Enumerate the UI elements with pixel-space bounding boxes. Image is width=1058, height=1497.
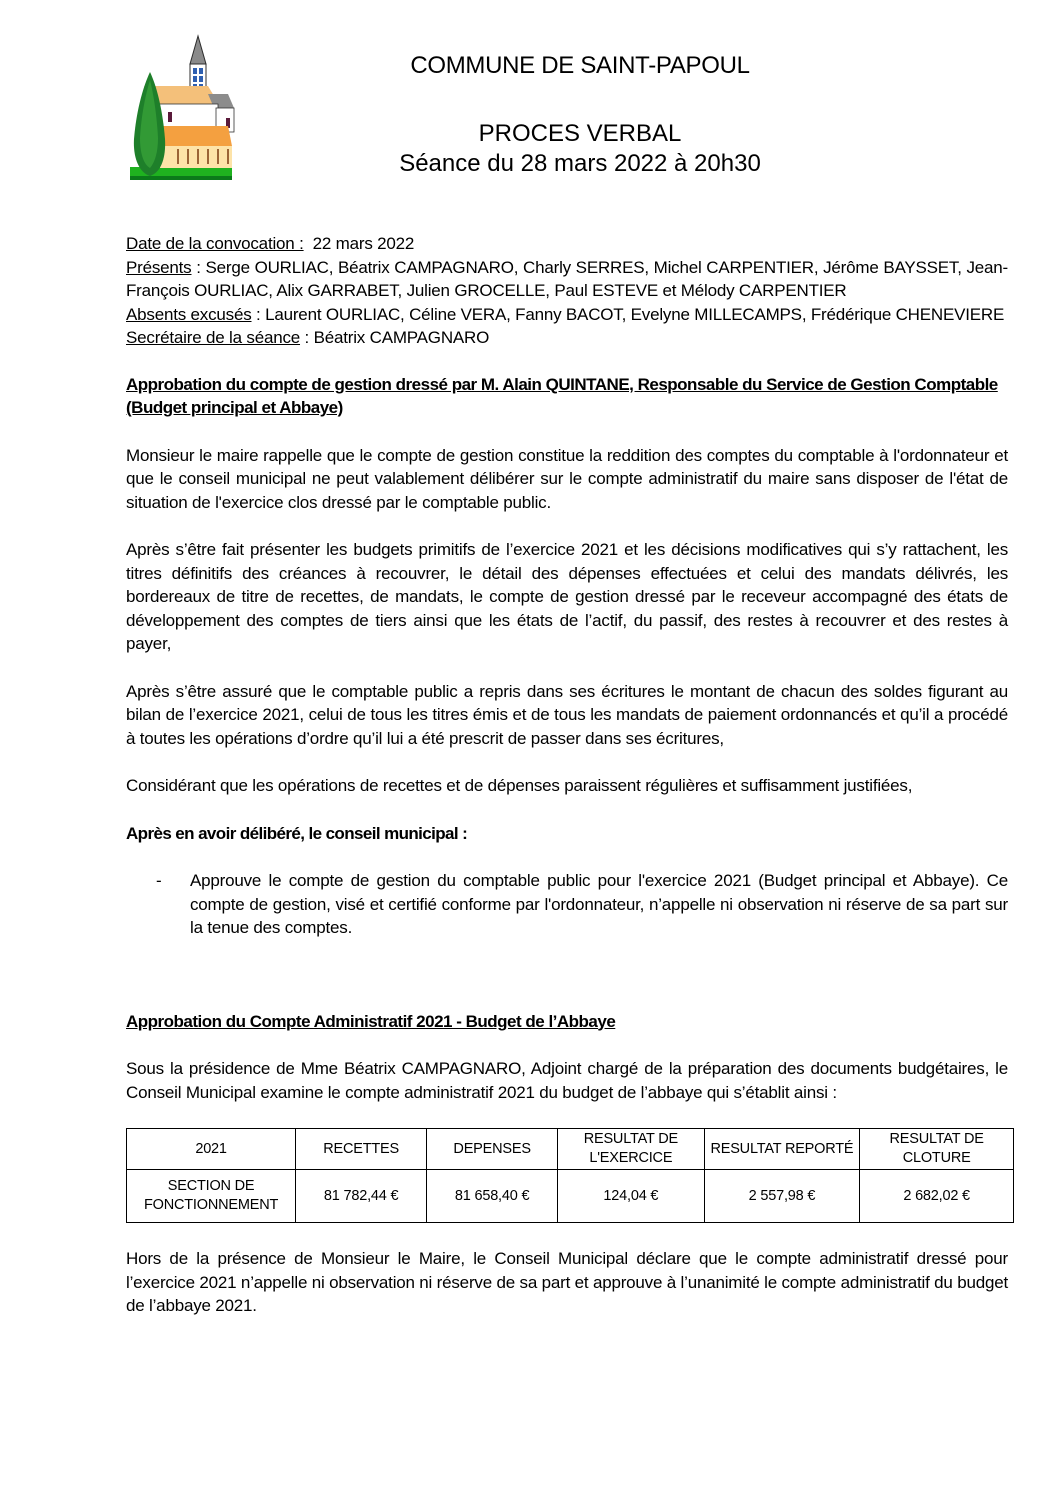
table-header-cell: RECETTES: [296, 1129, 427, 1170]
table-cell: SECTION DE FONCTIONNEMENT: [127, 1170, 296, 1223]
section2-title: Approbation du Compte Administratif 2021 - Budget de l’Abbaye: [126, 1011, 616, 1031]
table-header-cell: 2021: [127, 1129, 296, 1170]
decision-text: Approuve le compte de gestion du comptable public pour l'exercice 2021 (Budget principal et Abbaye). Ce compte de gestion, visé et certifié conforme par l'ordonnateur, n’appelle ni observation ni réserve de sa part sur la tenue des comptes.: [190, 871, 1008, 937]
section1-paragraph: Considérant que les opérations de recettes et de dépenses paraissent régulières et suffisamment justifiées,: [126, 776, 913, 795]
absents-value: : Laurent OURLIAC, Céline VERA, Fanny BACOT, Evelyne MILLECAMPS, Frédérique CHENEVIERE: [251, 304, 1005, 324]
presents-value: : Serge OURLIAC, Béatrix CAMPAGNARO, Charly SERRES, Michel CARPENTIER, Jérôme BAYSSET, Jean-François OURLIAC, Alix GARRABET, Julien GROCELLE, Paul ESTEVE et Mélody CARPENTIER: [126, 257, 1008, 300]
decision-list-item: [126, 869, 1008, 940]
presents-line: [126, 256, 1008, 303]
table-cell: 2 682,02 €: [860, 1170, 1014, 1223]
secretary-value: : Béatrix CAMPAGNARO: [300, 328, 490, 347]
commune-name: COMMUNE DE SAINT-PAPOUL: [410, 52, 750, 79]
table-header-row: [127, 1129, 1014, 1170]
secretary-line: [126, 326, 1008, 350]
secretary-label: Secrétaire de la séance: [126, 328, 301, 347]
section1-paragraph: Après s’être assuré que le comptable public a repris dans ses écritures le montant de chacun des soldes figurant au bilan de l’exercice 2021, celui de tous les titres émis et de tous les mandats de paiement ordonnancés et qu’il a procédé à toutes les opérations d’ordre qu’il lui a été prescrit de passer dans ses écritures,: [126, 681, 1008, 748]
church-abbey-logo: [128, 34, 236, 182]
table-header-cell: RESULTAT REPORTÉ: [704, 1129, 860, 1170]
convocation-label: Date de la convocation :: [126, 234, 304, 253]
section1-paragraph: Monsieur le maire rappelle que le compte de gestion constitue la reddition des comptes du comptable à l'ordonnateur et que le conseil municipal ne peut valablement délibérer sur le compte administratif du maire sans disposer de l'état de situation de l'exercice clos dressé par le comptable public.: [126, 445, 1008, 512]
table-cell: 81 658,40 €: [427, 1170, 558, 1223]
meeting-meta: [126, 232, 1008, 350]
table-header-cell: RESULTAT DE CLOTURE: [860, 1129, 1014, 1170]
section2-intro: Sous la présidence de Mme Béatrix CAMPAGNARO, Adjoint chargé de la préparation des documents budgétaires, le Conseil Municipal examine le compte administratif 2021 du budget de l’abbaye qui s’établit ainsi :: [126, 1059, 1008, 1102]
bullet-dash: -: [156, 871, 162, 890]
section1-title: Approbation du compte de gestion dressé par M. Alain QUINTANE, Responsable du Service de Gestion Comptable (Budget principal et Abbaye): [126, 374, 998, 417]
convocation-line: [126, 232, 1008, 256]
document-header: [300, 52, 860, 178]
table-header-cell: DEPENSES: [427, 1129, 558, 1170]
document-body: [126, 232, 1008, 1318]
table-row: [127, 1170, 1014, 1223]
budget-table: [126, 1128, 1014, 1223]
absents-label: Absents excusés: [126, 304, 252, 324]
presents-label: Présents: [126, 257, 192, 277]
section1-paragraph: Après s’être fait présenter les budgets primitifs de l’exercice 2021 et les décisions modificatives qui s’y rattachent, les titres définitifs des créances à recouvrer, le détail des dépenses effectuées et celui des mandats délivrés, les bordereaux de titre de recettes, de mandats, le compte de gestion dressé par le receveur accompagné des états de développement des comptes de tiers ainsi que les états de l’actif, du passif, des restes à recouvrer et des restes à payer,: [126, 540, 1008, 653]
deliberation-heading: Après en avoir délibéré, le conseil municipal :: [126, 823, 468, 843]
document-type: PROCES VERBAL: [478, 120, 682, 147]
table-cell: 124,04 €: [558, 1170, 704, 1223]
section2-conclusion: Hors de la présence de Monsieur le Maire, le Conseil Municipal déclare que le compte administratif dressé pour l’exercice 2021 n’appelle ni observation ni réserve de sa part et approuve à l’unanimité le compte administratif du budget de l’abbaye 2021.: [126, 1249, 1008, 1315]
table-cell: 2 557,98 €: [704, 1170, 860, 1223]
table-header-cell: RESULTAT DE L'EXERCICE: [558, 1129, 704, 1170]
absents-line: [126, 303, 1008, 327]
convocation-value: 22 mars 2022: [303, 234, 415, 253]
table-cell: 81 782,44 €: [296, 1170, 427, 1223]
session-date: Séance du 28 mars 2022 à 20h30: [399, 150, 761, 177]
